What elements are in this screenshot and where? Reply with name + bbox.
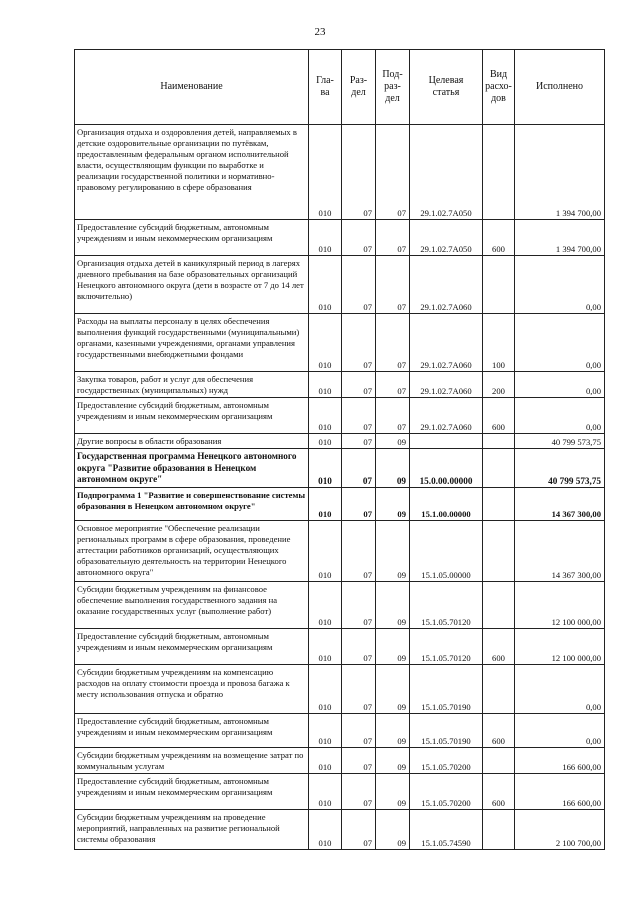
row-razdel: 07 [342, 372, 376, 398]
table-row [75, 314, 605, 372]
table-row [75, 434, 605, 449]
row-razdel: 07 [342, 810, 376, 850]
row-glava: 010 [309, 774, 342, 810]
row-name: Субсидии бюджетным учреждениям на компенсацию расходов на оплату стоимости проезда и провоза багажа к месту использования отпуска и обратно [75, 665, 309, 714]
table-row [75, 810, 605, 850]
row-statya: 29.1.02.7А060 [410, 256, 483, 314]
row-glava: 010 [309, 434, 342, 449]
row-podrazdel: 09 [376, 748, 410, 774]
row-glava: 010 [309, 398, 342, 434]
row-razdel: 07 [342, 748, 376, 774]
table-row [75, 256, 605, 314]
row-name: Субсидии бюджетным учреждениям на проведение мероприятий, направленных на развитие региональной системы образования [75, 810, 309, 850]
row-glava: 010 [309, 220, 342, 256]
row-name: Закупка товаров, работ и услуг для обеспечения государственных (муниципальных) нужд [75, 372, 309, 398]
row-vid [483, 125, 515, 220]
row-vid [483, 582, 515, 629]
row-amount: 0,00 [515, 398, 605, 434]
row-name: Основное мероприятие "Обеспечение реализации региональных программ в сфере образования, проведение аттестации работников организаций, осуществляющих образовательную деятельность на территории Ненецкого автономного округа" [75, 521, 309, 582]
row-name: Предоставление субсидий бюджетным, автономным учреждениям и иным некоммерческим организациям [75, 398, 309, 434]
row-glava: 010 [309, 582, 342, 629]
row-amount: 1 394 700,00 [515, 220, 605, 256]
row-vid [483, 665, 515, 714]
row-podrazdel: 07 [376, 256, 410, 314]
row-amount: 0,00 [515, 665, 605, 714]
row-glava: 010 [309, 748, 342, 774]
row-name: Субсидии бюджетным учреждениям на возмещение затрат по коммунальным услугам [75, 748, 309, 774]
row-statya: 29.1.02.7А050 [410, 125, 483, 220]
row-glava: 010 [309, 125, 342, 220]
row-razdel: 07 [342, 521, 376, 582]
row-amount: 1 394 700,00 [515, 125, 605, 220]
row-glava: 010 [309, 488, 342, 521]
row-name: Предоставление субсидий бюджетным, автономным учреждениям и иным некоммерческим организациям [75, 629, 309, 665]
row-amount: 166 600,00 [515, 748, 605, 774]
row-razdel: 07 [342, 314, 376, 372]
row-amount: 0,00 [515, 256, 605, 314]
row-name: Расходы на выплаты персоналу в целях обеспечения выполнения функций государственными (муниципальными) органами, казенными учреждениями, органами управления государственными внебюджетными фондами [75, 314, 309, 372]
table-row [75, 521, 605, 582]
header-name: Наименование [75, 50, 309, 125]
row-name: Предоставление субсидий бюджетным, автономным учреждениям и иным некоммерческим организациям [75, 714, 309, 748]
row-name: Другие вопросы в области образования [75, 434, 309, 449]
row-razdel: 07 [342, 256, 376, 314]
table-row [75, 629, 605, 665]
row-statya: 15.1.05.00000 [410, 521, 483, 582]
row-vid: 600 [483, 398, 515, 434]
row-name: Государственная программа Ненецкого автономного округа "Развитие образования в Ненецком автономном округе" [75, 449, 309, 488]
table-row-program [75, 449, 605, 488]
row-statya: 15.1.05.74590 [410, 810, 483, 850]
row-amount: 12 100 000,00 [515, 582, 605, 629]
row-razdel: 07 [342, 714, 376, 748]
table-row-subprogram [75, 488, 605, 521]
row-amount: 0,00 [515, 372, 605, 398]
row-glava: 010 [309, 521, 342, 582]
row-amount: 40 799 573,75 [515, 449, 605, 488]
row-glava: 010 [309, 810, 342, 850]
row-statya: 15.1.05.70200 [410, 774, 483, 810]
row-statya: 15.1.05.70200 [410, 748, 483, 774]
row-name: Организация отдыха и оздоровления детей, направляемых в детские оздоровительные организации по путёвкам, предоставленным федеральным органом исполнительной власти, осуществляющим функции по выработке и реализации государственной политики и нормативно-правовому регулированию в сфере образования [75, 125, 309, 220]
row-podrazdel: 09 [376, 774, 410, 810]
table-row [75, 398, 605, 434]
row-amount: 40 799 573,75 [515, 434, 605, 449]
row-statya: 15.0.00.00000 [410, 449, 483, 488]
table-row [75, 582, 605, 629]
row-podrazdel: 09 [376, 629, 410, 665]
header-ispolneno: Исполнено [515, 50, 605, 125]
row-amount: 166 600,00 [515, 774, 605, 810]
row-vid: 600 [483, 714, 515, 748]
row-name: Предоставление субсидий бюджетным, автономным учреждениям и иным некоммерческим организациям [75, 774, 309, 810]
row-statya [410, 434, 483, 449]
row-statya: 15.1.05.70120 [410, 629, 483, 665]
header-podrazdel: Под- раз- дел [376, 50, 410, 125]
row-podrazdel: 09 [376, 582, 410, 629]
header-statya: Целевая статья [410, 50, 483, 125]
row-amount: 2 100 700,00 [515, 810, 605, 850]
row-glava: 010 [309, 714, 342, 748]
row-amount: 0,00 [515, 714, 605, 748]
row-vid: 600 [483, 774, 515, 810]
row-podrazdel: 09 [376, 488, 410, 521]
row-razdel: 07 [342, 220, 376, 256]
table-row [75, 665, 605, 714]
row-vid [483, 449, 515, 488]
row-razdel: 07 [342, 629, 376, 665]
row-vid [483, 521, 515, 582]
row-vid [483, 810, 515, 850]
row-vid: 600 [483, 220, 515, 256]
row-statya: 15.1.05.70190 [410, 714, 483, 748]
row-name: Организация отдыха детей в каникулярный период в лагерях дневного пребывания на базе образовательных организаций Ненецкого автономного округа (дети в возрасте от 7 до 14 лет включительно) [75, 256, 309, 314]
table-row [75, 748, 605, 774]
row-vid [483, 256, 515, 314]
table-row [75, 220, 605, 256]
row-razdel: 07 [342, 434, 376, 449]
row-razdel: 07 [342, 398, 376, 434]
row-name: Предоставление субсидий бюджетным, автономным учреждениям и иным некоммерческим организациям [75, 220, 309, 256]
row-podrazdel: 09 [376, 449, 410, 488]
row-glava: 010 [309, 629, 342, 665]
header-razdel: Раз- дел [342, 50, 376, 125]
row-vid [483, 488, 515, 521]
page-number: 23 [314, 26, 326, 38]
header-glava: Гла- ва [309, 50, 342, 125]
row-statya: 29.1.02.7А060 [410, 398, 483, 434]
row-razdel: 07 [342, 125, 376, 220]
row-glava: 010 [309, 256, 342, 314]
row-name: Субсидии бюджетным учреждениям на финансовое обеспечение выполнения государственного задания на оказание государственных услуг (выполнение работ) [75, 582, 309, 629]
table-row [75, 714, 605, 748]
row-statya: 29.1.02.7А060 [410, 314, 483, 372]
row-statya: 15.1.05.70120 [410, 582, 483, 629]
row-name: Подпрограмма 1 "Развитие и совершенствование системы образования в Ненецком автономном округе" [75, 488, 309, 521]
row-razdel: 07 [342, 774, 376, 810]
row-razdel: 07 [342, 449, 376, 488]
row-podrazdel: 09 [376, 434, 410, 449]
row-podrazdel: 09 [376, 665, 410, 714]
row-podrazdel: 09 [376, 810, 410, 850]
header-vid: Вид расхо- дов [483, 50, 515, 125]
row-podrazdel: 07 [376, 372, 410, 398]
row-glava: 010 [309, 665, 342, 714]
row-vid: 200 [483, 372, 515, 398]
table-row [75, 774, 605, 810]
row-statya: 15.1.05.70190 [410, 665, 483, 714]
row-statya: 29.1.02.7А060 [410, 372, 483, 398]
row-vid: 100 [483, 314, 515, 372]
row-glava: 010 [309, 372, 342, 398]
row-vid [483, 434, 515, 449]
row-vid [483, 748, 515, 774]
row-statya: 15.1.00.00000 [410, 488, 483, 521]
row-amount: 0,00 [515, 314, 605, 372]
table-row [75, 125, 605, 220]
row-glava: 010 [309, 314, 342, 372]
row-podrazdel: 09 [376, 714, 410, 748]
row-razdel: 07 [342, 582, 376, 629]
row-glava: 010 [309, 449, 342, 488]
row-amount: 14 367 300,00 [515, 521, 605, 582]
row-statya: 29.1.02.7А050 [410, 220, 483, 256]
row-amount: 12 100 000,00 [515, 629, 605, 665]
table-header-row [75, 50, 605, 125]
row-razdel: 07 [342, 488, 376, 521]
budget-table [74, 49, 605, 850]
table-row [75, 372, 605, 398]
row-razdel: 07 [342, 665, 376, 714]
row-podrazdel: 07 [376, 314, 410, 372]
row-podrazdel: 09 [376, 521, 410, 582]
row-amount: 14 367 300,00 [515, 488, 605, 521]
row-vid: 600 [483, 629, 515, 665]
row-podrazdel: 07 [376, 220, 410, 256]
row-podrazdel: 07 [376, 125, 410, 220]
row-podrazdel: 07 [376, 398, 410, 434]
